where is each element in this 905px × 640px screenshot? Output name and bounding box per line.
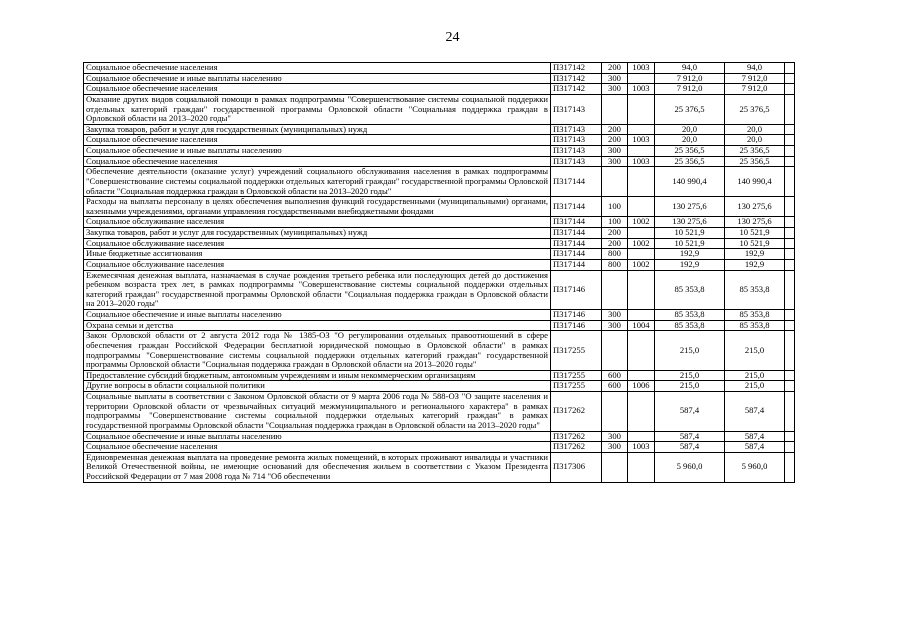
cell-name: Социальное обеспечение населения [84,156,551,167]
cell-rz: 1003 [628,135,655,146]
cell-code: П317142 [551,63,602,74]
cell-empty [785,167,795,197]
table-row [84,310,795,321]
table-row [84,146,795,157]
cell-s2: 85 353,8 [725,320,785,331]
cell-name: Закупка товаров, работ и услуг для государственных (муниципальных) нужд [84,228,551,239]
cell-rz [628,249,655,260]
cell-name: Социальное обеспечение и иные выплаты населению [84,431,551,442]
table-row [84,442,795,453]
cell-empty [785,259,795,270]
cell-s1: 85 353,8 [655,310,725,321]
cell-rz [628,270,655,310]
cell-vr: 300 [602,310,628,321]
cell-rz [628,370,655,381]
cell-name: Социальные выплаты в соответствии с Законом Орловской области от 9 марта 2006 года № 588-ОЗ "О защите населения и территории Орловской области от чрезвычайных ситуаций межмуниципального и регионального характера" в рамках подпрограммы "Совершенствование системы социальной поддержки отдельных категорий граждан" в рамках государственной программы Орловской области "Социальная поддержка граждан в Орловской области на 2013–2020 годы" [84,392,551,432]
cell-vr: 300 [602,146,628,157]
cell-empty [785,249,795,260]
cell-rz [628,310,655,321]
cell-rz [628,167,655,197]
cell-s2: 587,4 [725,442,785,453]
cell-rz: 1002 [628,238,655,249]
cell-s1: 10 521,9 [655,238,725,249]
cell-empty [785,320,795,331]
cell-empty [785,331,795,371]
table-row [84,197,795,217]
cell-s1: 85 353,8 [655,320,725,331]
cell-name: Закупка товаров, работ и услуг для государственных (муниципальных) нужд [84,124,551,135]
cell-s2: 25 356,5 [725,146,785,157]
cell-name: Социальное обеспечение населения [84,135,551,146]
cell-name: Охрана семьи и детства [84,320,551,331]
cell-vr: 100 [602,197,628,217]
cell-empty [785,238,795,249]
cell-code: П317143 [551,156,602,167]
cell-empty [785,452,795,482]
cell-name: Социальное обеспечение населения [84,442,551,453]
cell-code: П317144 [551,217,602,228]
cell-s2: 10 521,9 [725,228,785,239]
table-row [84,392,795,432]
cell-vr: 200 [602,135,628,146]
cell-code: П317146 [551,310,602,321]
cell-s2: 10 521,9 [725,238,785,249]
cell-rz: 1003 [628,84,655,95]
cell-s1: 7 912,0 [655,73,725,84]
cell-vr [602,167,628,197]
cell-s1: 94,0 [655,63,725,74]
table-row [84,331,795,371]
cell-s2: 140 990,4 [725,167,785,197]
table-row [84,452,795,482]
cell-name: Обеспечение деятельности (оказание услуг) учреждений социального обслуживания населения в рамках подпрограммы "Совершенствование системы социальной поддержки отдельных категорий граждан" государственной программы Орловской области "Социальная поддержка граждан в Орловской области на 2013–2020 годы" [84,167,551,197]
table-row [84,381,795,392]
cell-empty [785,197,795,217]
cell-empty [785,228,795,239]
cell-rz [628,331,655,371]
cell-code: П317144 [551,249,602,260]
cell-vr: 600 [602,370,628,381]
cell-vr: 200 [602,63,628,74]
cell-name: Социальное обеспечение населения [84,84,551,95]
table-row [84,320,795,331]
cell-s2: 85 353,8 [725,310,785,321]
cell-code: П317255 [551,331,602,371]
cell-name: Расходы на выплаты персоналу в целях обеспечения выполнения функций государственными (муниципальными) органами, казенными учреждениями, органами управления государственными внебюджетными фондами [84,197,551,217]
cell-empty [785,217,795,228]
cell-s1: 5 960,0 [655,452,725,482]
cell-s1: 587,4 [655,392,725,432]
table-row [84,94,795,124]
cell-vr: 600 [602,381,628,392]
cell-s2: 192,9 [725,249,785,260]
table-row [84,249,795,260]
cell-empty [785,381,795,392]
cell-empty [785,370,795,381]
cell-s2: 25 376,5 [725,94,785,124]
cell-code: П317144 [551,167,602,197]
cell-name: Другие вопросы в области социальной политики [84,381,551,392]
cell-empty [785,135,795,146]
cell-empty [785,392,795,432]
cell-s2: 5 960,0 [725,452,785,482]
cell-vr: 200 [602,238,628,249]
cell-s1: 130 275,6 [655,197,725,217]
cell-s2: 215,0 [725,381,785,392]
cell-rz: 1003 [628,156,655,167]
cell-name: Социальное обслуживание населения [84,259,551,270]
table-row [84,228,795,239]
cell-s1: 20,0 [655,124,725,135]
cell-rz [628,94,655,124]
cell-s1: 215,0 [655,331,725,371]
cell-empty [785,124,795,135]
cell-s1: 215,0 [655,370,725,381]
cell-rz [628,73,655,84]
table-row [84,259,795,270]
cell-s1: 25 376,5 [655,94,725,124]
cell-vr: 300 [602,156,628,167]
cell-vr: 200 [602,124,628,135]
cell-code: П317146 [551,270,602,310]
cell-s2: 85 353,8 [725,270,785,310]
cell-empty [785,442,795,453]
table-row [84,370,795,381]
cell-code: П317255 [551,370,602,381]
cell-name: Социальное обеспечение и иные выплаты населению [84,73,551,84]
cell-rz: 1003 [628,63,655,74]
cell-s1: 587,4 [655,431,725,442]
cell-s1: 25 356,5 [655,156,725,167]
cell-s1: 25 356,5 [655,146,725,157]
cell-code: П317142 [551,84,602,95]
cell-s1: 7 912,0 [655,84,725,95]
cell-vr [602,452,628,482]
cell-empty [785,146,795,157]
cell-s2: 7 912,0 [725,84,785,95]
cell-vr: 300 [602,73,628,84]
cell-code: П317144 [551,228,602,239]
cell-empty [785,310,795,321]
table-row [84,217,795,228]
cell-name: Единовременная денежная выплата на проведение ремонта жилых помещений, в которых проживают инвалиды и участники Великой Отечественной войны, не имеющие оснований для обеспечения жильем в соответствии с Указом Президента Российской Федерации от 7 мая 2008 года № 714 "Об обеспечении [84,452,551,482]
cell-code: П317262 [551,392,602,432]
page-number: 24 [445,30,460,45]
cell-s2: 25 356,5 [725,156,785,167]
cell-rz: 1002 [628,259,655,270]
table-row [84,124,795,135]
table-row [84,63,795,74]
cell-s1: 192,9 [655,259,725,270]
cell-code: П317144 [551,238,602,249]
cell-empty [785,84,795,95]
cell-code: П317146 [551,320,602,331]
cell-vr: 300 [602,320,628,331]
cell-code: П317306 [551,452,602,482]
cell-empty [785,156,795,167]
cell-code: П317143 [551,146,602,157]
cell-rz [628,228,655,239]
cell-vr: 300 [602,442,628,453]
cell-name: Социальное обеспечение и иные выплаты населению [84,310,551,321]
cell-s1: 85 353,8 [655,270,725,310]
cell-rz [628,146,655,157]
cell-empty [785,270,795,310]
cell-rz [628,452,655,482]
cell-s1: 140 990,4 [655,167,725,197]
cell-rz [628,124,655,135]
cell-code: П317143 [551,124,602,135]
cell-vr: 200 [602,228,628,239]
cell-empty [785,63,795,74]
cell-code: П317144 [551,259,602,270]
cell-s2: 130 275,6 [725,197,785,217]
table-row [84,238,795,249]
cell-vr [602,94,628,124]
cell-s2: 192,9 [725,259,785,270]
table-row [84,156,795,167]
cell-s2: 20,0 [725,135,785,146]
cell-s2: 7 912,0 [725,73,785,84]
cell-rz [628,392,655,432]
cell-name: Предоставление субсидий бюджетным, автономным учреждениям и иным некоммерческим организациям [84,370,551,381]
cell-s1: 192,9 [655,249,725,260]
cell-name: Ежемесячная денежная выплата, назначаемая в случае рождения третьего ребенка или последующих детей до достижения ребенком возраста трех лет, в рамках подпрограммы "Совершенствование системы социальной поддержки отдельных категорий граждан" государственной программы Орловской области "Социальная поддержка граждан в Орловской области на 2013–2020 годы" [84,270,551,310]
cell-rz [628,197,655,217]
cell-vr [602,270,628,310]
cell-rz: 1004 [628,320,655,331]
table-row [84,84,795,95]
cell-code: П317143 [551,135,602,146]
cell-name: Закон Орловской области от 2 августа 2012 года № 1385-ОЗ "О регулировании отдельных правоотношений в сфере обеспечения граждан Российской Федерации бесплатной юридической помощью в Орловской области" в рамках подпрограммы "Совершенствование системы социальной поддержки отдельных категорий граждан" государственной программы Орловской области "Социальная поддержка граждан в Орловской области на 2013–2020 годы" [84,331,551,371]
table-row [84,135,795,146]
cell-name: Социальное обеспечение и иные выплаты населению [84,146,551,157]
cell-s2: 587,4 [725,431,785,442]
cell-s2: 587,4 [725,392,785,432]
table-row [84,270,795,310]
cell-s1: 10 521,9 [655,228,725,239]
cell-empty [785,94,795,124]
cell-code: П317143 [551,94,602,124]
cell-vr: 300 [602,431,628,442]
cell-s2: 215,0 [725,370,785,381]
cell-name: Социальное обслуживание населения [84,217,551,228]
cell-s2: 130 275,6 [725,217,785,228]
cell-vr: 800 [602,259,628,270]
cell-name: Оказание других видов социальной помощи в рамках подпрограммы "Совершенствование системы социальной поддержки отдельных категорий граждан" государственной программы Орловской области "Социальная поддержка граждан в Орловской области на 2013–2020 годы" [84,94,551,124]
table-row [84,73,795,84]
cell-rz [628,431,655,442]
cell-s1: 20,0 [655,135,725,146]
budget-table [83,62,795,483]
cell-s2: 94,0 [725,63,785,74]
table-row [84,431,795,442]
cell-code: П317255 [551,381,602,392]
cell-code: П317262 [551,431,602,442]
cell-name: Социальное обеспечение населения [84,63,551,74]
cell-vr: 800 [602,249,628,260]
cell-name: Иные бюджетные ассигнования [84,249,551,260]
cell-name: Социальное обслуживание населения [84,238,551,249]
cell-vr: 300 [602,84,628,95]
cell-rz: 1002 [628,217,655,228]
cell-code: П317262 [551,442,602,453]
cell-vr: 100 [602,217,628,228]
cell-empty [785,73,795,84]
cell-s2: 20,0 [725,124,785,135]
cell-vr [602,331,628,371]
cell-s1: 587,4 [655,442,725,453]
cell-s1: 130 275,6 [655,217,725,228]
cell-empty [785,431,795,442]
table-row [84,167,795,197]
cell-s2: 215,0 [725,331,785,371]
cell-vr [602,392,628,432]
cell-code: П317144 [551,197,602,217]
cell-rz: 1006 [628,381,655,392]
cell-s1: 215,0 [655,381,725,392]
cell-rz: 1003 [628,442,655,453]
cell-code: П317142 [551,73,602,84]
